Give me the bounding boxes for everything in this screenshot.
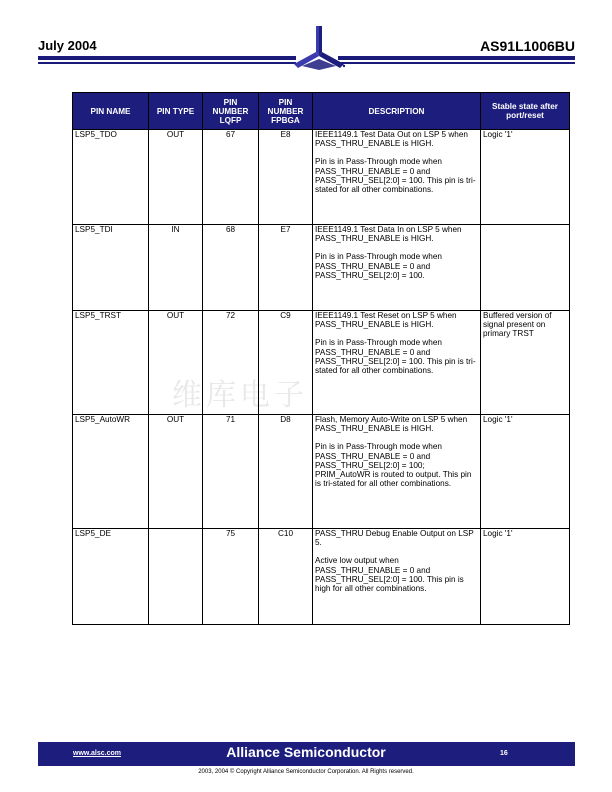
header-date: July 2004 xyxy=(38,38,97,53)
header-part-number: AS91L1006BU xyxy=(480,38,575,54)
col-header-pin-lqfp: PIN NUMBER LQFP xyxy=(203,93,259,130)
description-para-1: IEEE1149.1 Test Reset on LSP 5 when PASS_THRU_ENABLE is HIGH. xyxy=(315,311,457,330)
cell-stable-state: Logic '1' xyxy=(481,415,570,529)
cell-stable-state: Buffered version of signal present on primary TRST xyxy=(481,311,570,415)
alliance-logo-icon xyxy=(292,26,346,70)
page-number: 16 xyxy=(500,750,508,757)
pin-description-table xyxy=(72,92,570,625)
watermark-text: 维库电子 xyxy=(172,378,308,413)
cell-lqfp: 75 xyxy=(203,529,259,625)
cell-pin-name: LSP5_DE xyxy=(73,529,149,625)
footer-company-name: Alliance Semiconductor xyxy=(226,744,386,760)
table-row xyxy=(73,130,570,225)
cell-description xyxy=(313,529,481,625)
cell-fpbga: C10 xyxy=(259,529,313,625)
header-rule-left xyxy=(38,56,296,60)
col-header-description: DESCRIPTION xyxy=(313,93,481,130)
footer-website-link[interactable]: www.alsc.com xyxy=(73,750,121,757)
cell-lqfp: 67 xyxy=(203,130,259,225)
cell-fpbga: E7 xyxy=(259,225,313,311)
description-para-1: PASS_THRU Debug Enable Output on LSP 5. xyxy=(315,529,474,548)
cell-fpbga: D8 xyxy=(259,415,313,529)
table-row xyxy=(73,415,570,529)
table-row xyxy=(73,529,570,625)
cell-description xyxy=(313,225,481,311)
cell-pin-name: LSP5_AutoWR xyxy=(73,415,149,529)
header-rule-left-thin xyxy=(38,62,296,64)
table-header-row xyxy=(73,93,570,130)
cell-lqfp: 68 xyxy=(203,225,259,311)
col-header-stable-state: Stable state after port/reset xyxy=(481,93,570,130)
cell-pin-name: LSP5_TDI xyxy=(73,225,149,311)
col-header-pin-type: PIN TYPE xyxy=(149,93,203,130)
description-para-1: IEEE1149.1 Test Data Out on LSP 5 when PASS_THRU_ENABLE is HIGH. xyxy=(315,130,468,149)
description-para-2: Pin is in Pass-Through mode when PASS_THRU_ENABLE = 0 and PASS_THRU_SEL[2:0] = 100. xyxy=(315,252,442,280)
description-para-2: Pin is in Pass-Through mode when PASS_THRU_ENABLE = 0 and PASS_THRU_SEL[2:0] = 100. This pin is tri-stated for all other combinations. xyxy=(315,157,476,195)
copyright-notice: 2003, 2004 © Copyright Alliance Semiconductor Corporation. All Rights reserved. xyxy=(198,769,414,775)
header-rule-right-thin xyxy=(338,62,575,64)
description-para-1: Flash, Memory Auto-Write on LSP 5 when PASS_THRU_ENABLE is HIGH. xyxy=(315,415,468,434)
cell-stable-state: Logic '1' xyxy=(481,130,570,225)
cell-pin-name: LSP5_TRST xyxy=(73,311,149,415)
cell-description xyxy=(313,130,481,225)
cell-stable-state xyxy=(481,225,570,311)
cell-pin-name: LSP5_TDO xyxy=(73,130,149,225)
cell-stable-state: Logic '1' xyxy=(481,529,570,625)
cell-description xyxy=(313,311,481,415)
cell-lqfp: 71 xyxy=(203,415,259,529)
description-para-1: IEEE1149.1 Test Data In on LSP 5 when PASS_THRU_ENABLE is HIGH. xyxy=(315,225,462,244)
cell-fpbga: C9 xyxy=(259,311,313,415)
cell-pin-type xyxy=(149,529,203,625)
description-para-2: Pin is in Pass-Through mode when PASS_THRU_ENABLE = 0 and PASS_THRU_SEL[2:0] = 100. This pin is tri-stated for all other combinations. xyxy=(315,338,476,376)
table-row xyxy=(73,311,570,415)
description-para-2: Pin is in Pass-Through mode when PASS_THRU_ENABLE = 0 and PASS_THRU_SEL[2:0] = 100; PRIM_AutoWR is routed to output. This pin is tri-stated for all other combinations. xyxy=(315,442,472,489)
col-header-pin-name: PIN NAME xyxy=(73,93,149,130)
table-row xyxy=(73,225,570,311)
cell-lqfp: 72 xyxy=(203,311,259,415)
cell-pin-type: OUT xyxy=(149,130,203,225)
cell-pin-type: OUT xyxy=(149,415,203,529)
cell-pin-type: OUT xyxy=(149,311,203,415)
cell-description xyxy=(313,415,481,529)
cell-fpbga: E8 xyxy=(259,130,313,225)
header-rule-right xyxy=(338,56,575,60)
cell-pin-type: IN xyxy=(149,225,203,311)
col-header-pin-fpbga: PIN NUMBER FPBGA xyxy=(259,93,313,130)
description-para-2: Active low output when PASS_THRU_ENABLE = 0 and PASS_THRU_SEL[2:0] = 100. This pin is high for all other combinations. xyxy=(315,556,464,594)
